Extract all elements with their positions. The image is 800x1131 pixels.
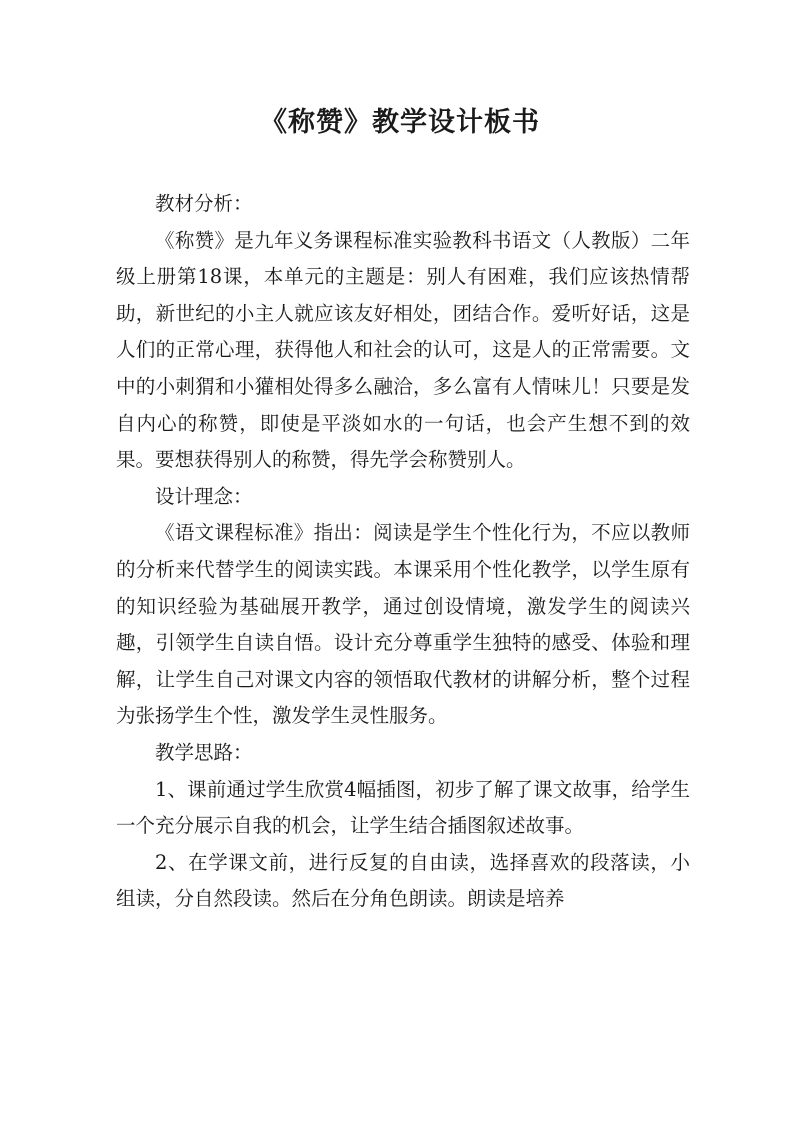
design-concept-paragraph: 《语文课程标准》指出：阅读是学生个性化行为，不应以教师的分析来代替学生的阅读实践。本课采用个性化教学，以学生原有的知识经验为基础展开教学，通过创设情境，激发学生的阅读兴趣，引领学生自读自悟。设计充分尊重学生独特的感受、体验和理解，让学生自己对课文内容的领悟取代教材的讲解分析，整个过程为张扬学生个性，激发学生灵性服务。 bbox=[116, 521, 690, 728]
document-title: 《称赞》教学设计板书 bbox=[260, 107, 540, 138]
document-body bbox=[116, 186, 690, 918]
textbook-analysis-paragraph: 《称赞》是九年义务课程标准实验教科书语文（人教版）二年级上册第18课，本单元的主题是：别人有困难，我们应该热情帮助，新世纪的小主人就应该友好相处，团结合作。爱听好话，这是人们的正常心理，获得他人和社会的认可，这是人的正常需要。文中的小刺猬和小獾相处得多么融洽，多么富有人情味儿！只要是发自内心的称赞，即使是平淡如水的一句话，也会产生想不到的效果。要想获得别人的称赞，得先学会称赞别人。 bbox=[116, 228, 690, 472]
teaching-approach-step-1: 1、课前通过学生欣赏4幅插图，初步了解了课文故事，给学生一个充分展示自我的机会，让学生结合插图叙述故事。 bbox=[116, 777, 690, 838]
section-heading-design-concept: 设计理念： bbox=[155, 484, 253, 508]
section-heading-teaching-approach: 教学思路： bbox=[155, 740, 253, 764]
teaching-approach-step-2: 2、在学课文前，进行反复的自由读，选择喜欢的段落读，小组读，分自然段读。然后在分角色朗读。朗读是培养 bbox=[116, 850, 690, 911]
section-heading-textbook-analysis: 教材分析： bbox=[155, 192, 253, 215]
